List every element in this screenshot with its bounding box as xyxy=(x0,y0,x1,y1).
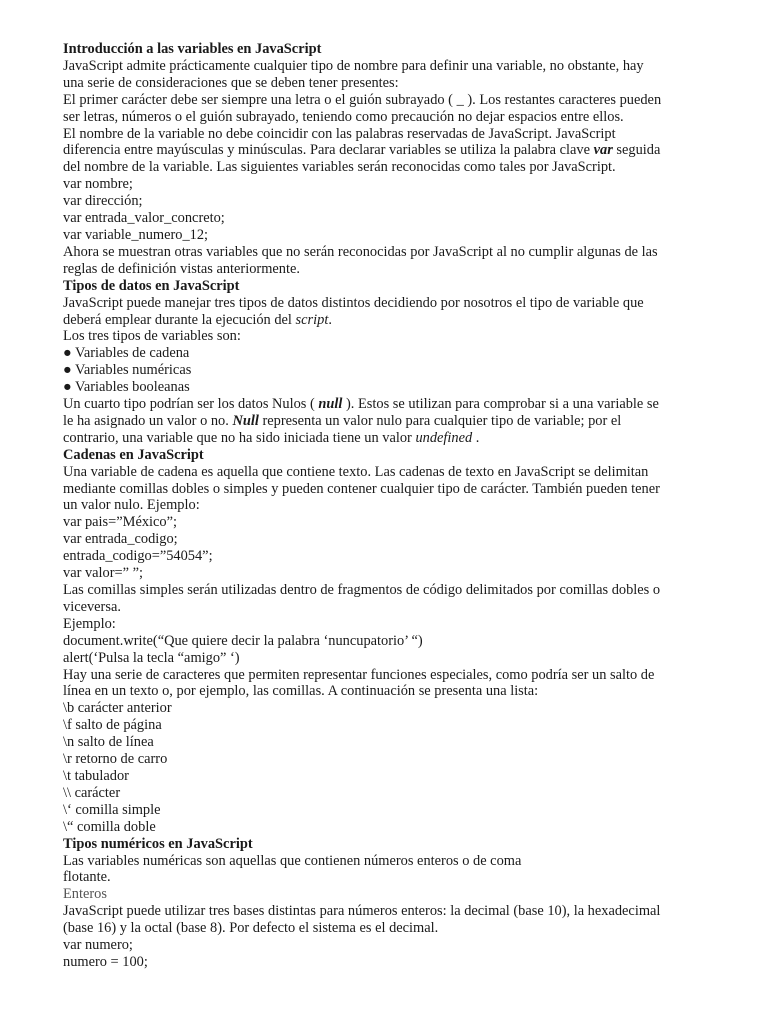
text-line xyxy=(63,768,728,785)
text-line xyxy=(63,954,728,971)
text-run: ser letras, números o el guión subrayado, teniendo como precaución no dejar espacios entre ellos. xyxy=(63,108,624,125)
text-line xyxy=(63,176,728,193)
text-line xyxy=(63,497,728,514)
text-run: Las variables numéricas son aquellas que contienen números enteros o de coma xyxy=(63,852,522,869)
text-line xyxy=(63,295,728,312)
text-line xyxy=(63,751,728,768)
text-run: entrada_codigo=”54054”; xyxy=(63,548,213,565)
text-run: mediante comillas dobles o simples y pueden contener cualquier tipo de carácter. También pueden tener xyxy=(63,480,660,497)
text-run: \t tabulador xyxy=(63,767,129,784)
text-run: contrario, una variable que no ha sido iniciada tiene un valor xyxy=(63,429,416,446)
text-line xyxy=(63,903,728,920)
text-line xyxy=(63,312,728,329)
text-run: \‘ comilla simple xyxy=(63,801,161,818)
text-run: del nombre de la variable. Las siguientes variables serán reconocidas como tales por JavaScript. xyxy=(63,159,616,176)
text-run: var variable_numero_12; xyxy=(63,226,209,243)
text-line xyxy=(63,362,728,379)
text-run: Hay una serie de caracteres que permiten representar funciones especiales, como podría ser un salto de xyxy=(63,666,655,683)
text-run: Ejemplo: xyxy=(63,615,116,632)
text-run: null xyxy=(318,396,343,413)
text-line xyxy=(63,481,728,498)
text-line xyxy=(63,379,728,396)
text-line xyxy=(63,667,728,684)
text-run: Null xyxy=(232,412,259,429)
text-run: Un cuarto tipo podrían ser los datos Nulos ( xyxy=(63,396,319,413)
text-line xyxy=(63,683,728,700)
text-run: ). Estos se utilizan para comprobar si a una variable se xyxy=(342,396,659,413)
text-line xyxy=(63,126,728,143)
text-line xyxy=(63,920,728,937)
text-run: var valor=” ”; xyxy=(63,565,144,582)
text-run: El nombre de la variable no debe coincidir con las palabras reservadas de JavaScript. JavaScript xyxy=(63,125,616,142)
text-line xyxy=(63,75,728,92)
text-line xyxy=(63,531,728,548)
text-run: ● Variables de cadena xyxy=(63,345,190,362)
section-heading: Cadenas en JavaScript xyxy=(63,446,204,463)
text-run: JavaScript puede manejar tres tipos de datos distintos decidiendo por nosotros el tipo de variable que xyxy=(63,294,644,311)
text-run: undefined xyxy=(415,429,473,446)
text-line xyxy=(63,548,728,565)
text-run: \b carácter anterior xyxy=(63,700,172,717)
text-run: le ha asignado un valor o no. xyxy=(63,412,233,429)
text-line xyxy=(63,244,728,261)
text-run: El primer carácter debe ser siempre una letra o el guión subrayado ( _ ). Los restantes caracteres pueden xyxy=(63,91,662,108)
text-run: var xyxy=(593,142,613,159)
section-heading: Tipos de datos en JavaScript xyxy=(63,277,240,294)
section-heading: Tipos numéricos en JavaScript xyxy=(63,835,253,852)
text-run: línea en un texto o, por ejemplo, las comillas. A continuación se presenta una lista: xyxy=(63,683,539,700)
text-line xyxy=(63,109,728,126)
text-run: reglas de definición vistas anteriormente. xyxy=(63,260,300,277)
text-run: deberá emplear durante la ejecución del xyxy=(63,311,296,328)
text-line xyxy=(63,430,728,447)
text-run: var entrada_codigo; xyxy=(63,531,178,548)
text-run: alert(‘Pulsa la tecla “amigo” ‘) xyxy=(63,649,240,666)
text-line xyxy=(63,616,728,633)
text-line xyxy=(63,278,728,295)
text-line xyxy=(63,853,728,870)
text-run: document.write(“Que quiere decir la palabra ‘nuncupatorio’ “) xyxy=(63,632,423,649)
text-line xyxy=(63,650,728,667)
text-run: ● Variables numéricas xyxy=(63,362,192,379)
text-line xyxy=(63,328,728,345)
text-line xyxy=(63,599,728,616)
text-line xyxy=(63,802,728,819)
text-run: numero = 100; xyxy=(63,953,148,970)
text-run: JavaScript puede utilizar tres bases distintas para números enteros: la decimal (base 10), la hexadecimal xyxy=(63,903,661,920)
section-heading: Introducción a las variables en JavaScript xyxy=(63,41,322,57)
text-run: diferencia entre mayúsculas y minúsculas. Para declarar variables se utiliza la palabra clave xyxy=(63,142,594,159)
text-line xyxy=(63,447,728,464)
text-line xyxy=(63,886,728,903)
text-run: Una variable de cadena es aquella que contiene texto. Las cadenas de texto en JavaScript se delimitan xyxy=(63,463,649,480)
text-line xyxy=(63,193,728,210)
text-run: Enteros xyxy=(63,886,107,903)
text-run: Ahora se muestran otras variables que no serán reconocidas por JavaScript al no cumplir algunas de las xyxy=(63,243,658,260)
text-run: seguida xyxy=(612,142,661,159)
text-line xyxy=(63,41,728,58)
text-line xyxy=(63,717,728,734)
text-line xyxy=(63,464,728,481)
text-run: . xyxy=(328,311,332,328)
text-line xyxy=(63,869,728,886)
text-run: Las comillas simples serán utilizadas dentro de fragmentos de código delimitados por comillas dobles o xyxy=(63,582,661,598)
text-run: \r retorno de carro xyxy=(63,751,168,768)
text-run: var entrada_valor_concreto; xyxy=(63,210,225,227)
text-run: \\ carácter xyxy=(63,784,121,801)
text-line xyxy=(63,937,728,954)
text-run: var dirección; xyxy=(63,193,143,210)
text-run: representa un valor nulo para cualquier tipo de variable; por el xyxy=(258,412,622,429)
text-line xyxy=(63,261,728,278)
text-line xyxy=(63,210,728,227)
text-line xyxy=(63,633,728,650)
text-run: viceversa. xyxy=(63,598,121,615)
text-line xyxy=(63,227,728,244)
text-run: (base 16) y la octal (base 8). Por defecto el sistema es el decimal. xyxy=(63,920,439,937)
text-run: var numero; xyxy=(63,937,133,954)
text-line xyxy=(63,565,728,582)
text-line xyxy=(63,58,728,75)
text-line xyxy=(63,836,728,853)
text-run: \n salto de línea xyxy=(63,734,154,751)
text-line xyxy=(63,819,728,836)
text-line xyxy=(63,514,728,531)
text-run: un valor nulo. Ejemplo: xyxy=(63,497,200,514)
text-line xyxy=(63,582,728,599)
text-line xyxy=(63,142,728,159)
text-line xyxy=(63,345,728,362)
text-line xyxy=(63,413,728,430)
text-run: var pais=”México”; xyxy=(63,514,178,531)
text-run: script xyxy=(295,311,329,328)
text-run: ● Variables booleanas xyxy=(63,379,190,396)
text-line xyxy=(63,396,728,413)
text-run: var nombre; xyxy=(63,176,133,193)
text-line xyxy=(63,159,728,176)
text-line xyxy=(63,785,728,802)
text-run: flotante. xyxy=(63,869,111,886)
text-line xyxy=(63,700,728,717)
text-run: . xyxy=(472,429,480,446)
text-run: \“ comilla doble xyxy=(63,818,156,835)
text-run: Los tres tipos de variables son: xyxy=(63,328,241,345)
text-run: una serie de consideraciones que se deben tener presentes: xyxy=(63,74,399,91)
text-line xyxy=(63,734,728,751)
text-line xyxy=(63,92,728,109)
text-run: \f salto de página xyxy=(63,717,162,734)
text-run: JavaScript admite prácticamente cualquier tipo de nombre para definir una variable, no obstante, hay xyxy=(63,57,644,74)
